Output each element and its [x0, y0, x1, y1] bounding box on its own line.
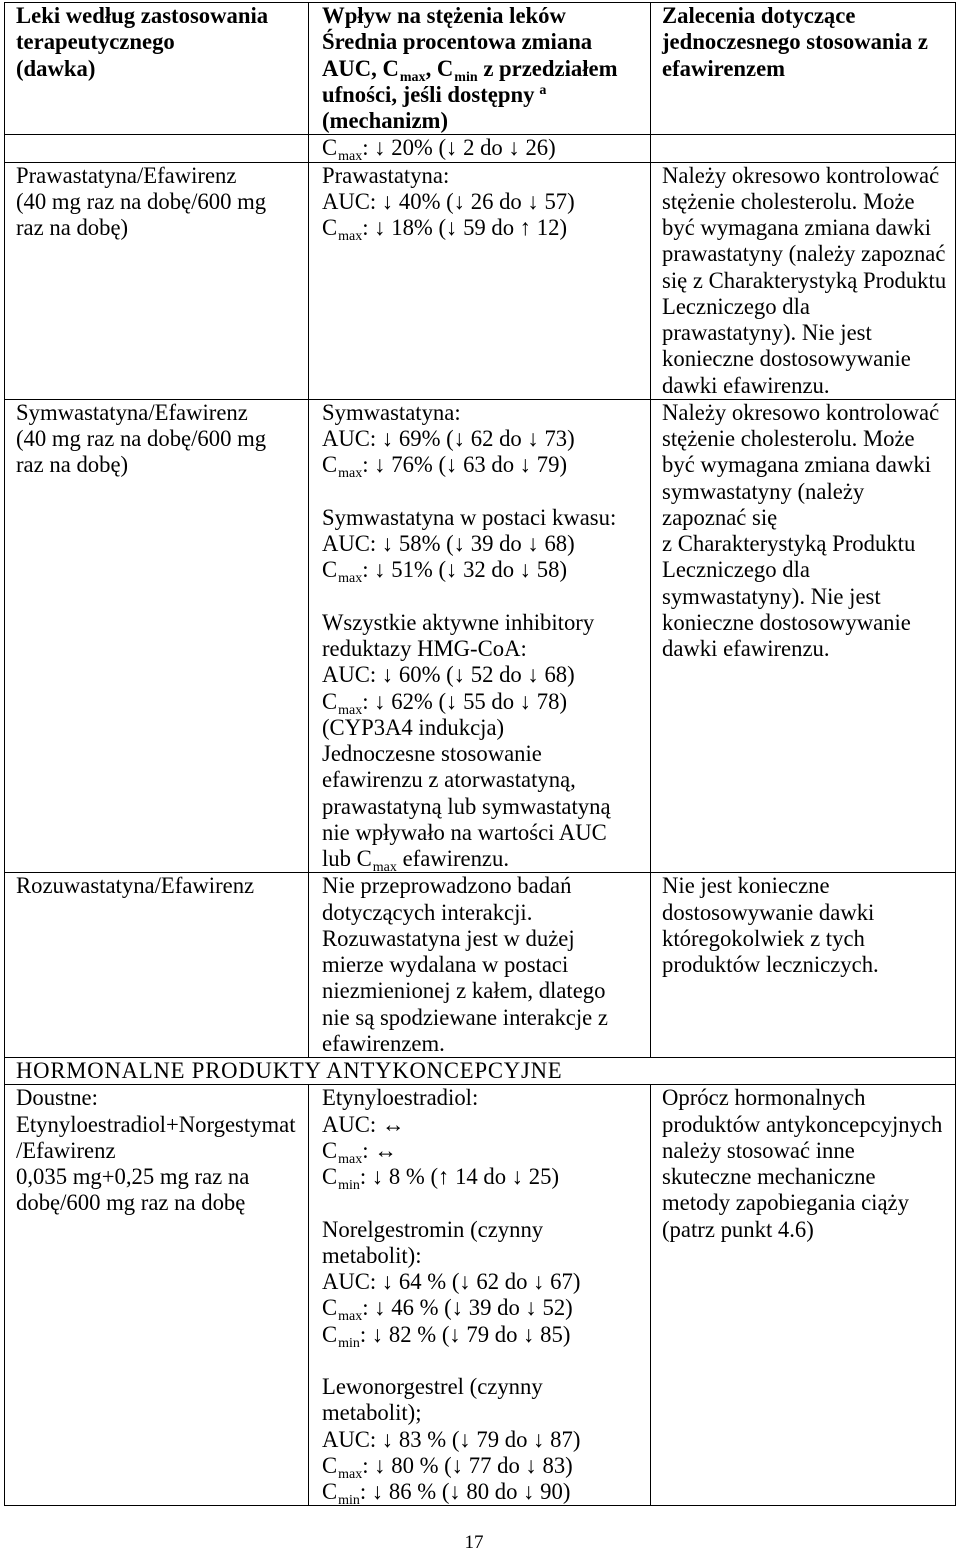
- cmin-symbol: C: [322, 1164, 338, 1189]
- mechanism-line: (CYP3A4 indukcja): [322, 714, 505, 740]
- auc-line: AUC: ↓ 40% (↓ 26 do ↓ 57): [322, 188, 575, 214]
- header-effect-text: z przedziałem: [477, 55, 618, 81]
- blank-line: [322, 1348, 650, 1374]
- effect-line: niezmienionej z kałem, dlatego: [322, 978, 606, 1004]
- effect-cell: [309, 873, 651, 1057]
- subscript: max: [399, 69, 426, 85]
- footnote-marker: a: [539, 82, 547, 98]
- note-line: nie wpływało na wartości AUC: [322, 819, 607, 845]
- header-effect-text: , C: [425, 55, 454, 81]
- recommendation-line: Leczniczego dla: [662, 293, 811, 319]
- drug-line: /Efawirenz: [16, 1137, 116, 1163]
- drug-line: dobę/600 mg raz na dobę: [16, 1190, 246, 1216]
- recommendation-cell: [651, 163, 955, 399]
- cmax-line: [322, 135, 650, 165]
- auc-line: AUC: ↓ 64 % (↓ 62 do ↓ 67): [322, 1269, 581, 1294]
- effect-title: Symwastatyna w postaci kwasu:: [322, 504, 617, 530]
- recommendation-cell: [651, 400, 955, 873]
- header-drug-line: Leki według zastosowania: [16, 3, 269, 28]
- recommendation-line: dawki efawirenzu.: [662, 372, 830, 398]
- blank-line: [322, 584, 650, 610]
- recommendation-line: Leczniczego dla: [662, 557, 811, 583]
- table-header-row: [5, 3, 955, 134]
- drug-cell: [5, 873, 309, 1057]
- note-line: prawastatyną lub symwastatyną: [322, 793, 611, 819]
- header-recommendation-line: jednoczesnego stosowania z: [662, 29, 928, 55]
- drug-line: Rozuwastatyna/Efawirenz: [16, 873, 255, 899]
- recommendation-line: Oprócz hormonalnych: [662, 1085, 866, 1111]
- effect-line: mierze wydalana w postaci: [322, 952, 569, 977]
- auc-line: AUC: ↓ 60% (↓ 52 do ↓ 68): [322, 662, 575, 688]
- page-number: 17: [464, 1532, 484, 1553]
- header-cell-drug: [5, 3, 309, 134]
- effect-line: efawirenzem.: [322, 1030, 445, 1056]
- subscript: max: [338, 229, 363, 244]
- drug-line: Etynyloestradiol+Norgestymat: [16, 1111, 296, 1137]
- drug-line: (40 mg raz na dobę/600 mg: [16, 188, 267, 214]
- header-effect-line: Średnia procentowa zmiana: [322, 29, 593, 55]
- header-effect-text: ufności, jeśli dostępny: [322, 81, 535, 107]
- note-line: [322, 846, 650, 875]
- recommendation-line: zapoznać się: [662, 504, 778, 530]
- recommendation-cell: [651, 1085, 955, 1505]
- cmin-symbol: C: [322, 1321, 338, 1347]
- cmax-symbol: C: [322, 1452, 338, 1478]
- blank-line: [322, 1190, 650, 1216]
- subscript: min: [338, 1493, 360, 1508]
- recommendation-line: być wymagana zmiana dawki: [662, 215, 931, 240]
- effect-cell: [309, 163, 651, 399]
- subscript: min: [338, 1178, 360, 1193]
- recommendation-line: być wymagana zmiana dawki: [662, 452, 931, 478]
- subscript: min: [454, 69, 478, 85]
- drug-cell: [5, 1085, 309, 1505]
- effect-line: Rozuwastatyna jest w dużej: [322, 925, 575, 951]
- note-line: efawirenzu z atorwastatyną,: [322, 767, 576, 793]
- subscript: max: [338, 1466, 363, 1482]
- recommendation-line: symwastatyny). Nie jest: [662, 583, 881, 609]
- cmax-line: [322, 215, 650, 244]
- drug-line: 0,035 mg+0,25 mg raz na: [16, 1164, 250, 1189]
- drug-cell: [5, 400, 309, 873]
- cmax-symbol: C: [322, 688, 338, 714]
- header-effect-line: (mechanizm): [322, 108, 448, 133]
- recommendation-line: z Charakterystyką Produktu: [662, 531, 916, 556]
- drug-cell: [5, 135, 309, 161]
- effect-cell: [309, 400, 651, 873]
- auc-line: AUC: ↓ 58% (↓ 39 do ↓ 68): [322, 531, 575, 556]
- cmax-line: [322, 1452, 650, 1482]
- cmax-symbol: C: [322, 215, 338, 240]
- table-row-rozuwastatyna: [5, 872, 955, 1057]
- section-heading: HORMONALNE PRODUKTY ANTYKONCEPCYJNE: [16, 1058, 563, 1083]
- cmin-value: : ↓ 86 % (↓ 80 do ↓ 90): [359, 1479, 571, 1504]
- effect-title: Etynyloestradiol:: [322, 1085, 479, 1111]
- cmax-line: [322, 1295, 650, 1325]
- auc-line: AUC: ↓ 83 % (↓ 79 do ↓ 87): [322, 1426, 581, 1452]
- cmin-line: [322, 1321, 650, 1351]
- subscript: max: [338, 149, 363, 165]
- interaction-table: [4, 2, 956, 1506]
- section-heading-cell: [5, 1058, 955, 1084]
- recommendation-line: dawki efawirenzu.: [662, 636, 830, 661]
- header-recommendation-line: Zalecenia dotyczące: [662, 3, 856, 28]
- cmax-line: [322, 688, 650, 718]
- cmin-value: : ↓ 82 % (↓ 79 do ↓ 85): [359, 1321, 571, 1347]
- drug-cell: [5, 163, 309, 399]
- recommendation-line: konieczne dostosowywanie: [662, 609, 911, 635]
- recommendation-line: produktów leczniczych.: [662, 952, 879, 977]
- cmax-symbol: C: [322, 1295, 338, 1321]
- recommendation-line: się z Charakterystyką Produktu: [662, 267, 947, 293]
- recommendation-line: produktów antykoncepcyjnych: [662, 1111, 943, 1137]
- cmax-symbol: C: [322, 1137, 338, 1163]
- subscript: min: [338, 1335, 360, 1351]
- cmax-value: : ↓ 51% (↓ 32 do ↓ 58): [362, 557, 568, 583]
- header-recommendation-line: efawirenzem: [662, 55, 786, 81]
- note-line: Jednoczesne stosowanie: [322, 741, 542, 766]
- table-row-prawastatyna: [5, 162, 955, 399]
- recommendation-cell: [651, 873, 955, 1057]
- subscript: max: [338, 1151, 363, 1167]
- table-row-doustne: [5, 1084, 955, 1508]
- section-heading-row: [5, 1057, 955, 1084]
- effect-title: Symwastatyna:: [322, 399, 461, 425]
- recommendation-cell: [651, 135, 955, 161]
- subscript: max: [338, 466, 363, 482]
- subscript: max: [372, 860, 397, 875]
- cmax-line: [322, 557, 650, 587]
- header-drug-line: (dawka): [16, 55, 96, 81]
- effect-title: Prawastatyna:: [322, 162, 450, 188]
- cmin-line: [322, 1479, 650, 1508]
- drug-line: (40 mg raz na dobę/600 mg: [16, 426, 267, 451]
- recommendation-line: (patrz punkt 4.6): [662, 1216, 814, 1242]
- auc-line: AUC: ↓ 69% (↓ 62 do ↓ 73): [322, 426, 575, 451]
- effect-cell: [309, 1085, 651, 1508]
- recommendation-line: symwastatyny (należy: [662, 478, 865, 504]
- recommendation-line: Należy okresowo kontrolować: [662, 162, 940, 188]
- cmax-value: : ↓ 62% (↓ 55 do ↓ 78): [362, 688, 568, 714]
- header-effect-line: [322, 82, 650, 108]
- note-text: efawirenzu.: [396, 846, 510, 871]
- drug-line: raz na dobę): [16, 452, 129, 478]
- recommendation-line: należy stosować inne: [662, 1137, 855, 1163]
- recommendation-line: dostosowywanie dawki: [662, 899, 875, 925]
- cmin-line: [322, 1164, 650, 1193]
- effect-title: metabolit);: [322, 1400, 422, 1426]
- table-row-symwastatyna: [5, 399, 955, 873]
- cmax-value: : ↓ 80 % (↓ 77 do ↓ 83): [362, 1452, 573, 1478]
- recommendation-line: Należy okresowo kontrolować: [662, 399, 940, 425]
- effect-title: Norelgestromin (czynny: [322, 1216, 544, 1242]
- recommendation-line: konieczne dostosowywanie: [662, 346, 911, 372]
- effect-title: Wszystkie aktywne inhibitory: [322, 609, 595, 635]
- note-text: lub C: [322, 846, 372, 871]
- header-effect-line: [322, 55, 650, 85]
- header-effect-text: AUC, C: [322, 55, 399, 81]
- subscript: max: [338, 1309, 363, 1325]
- table-row-atorwastatyna-continued: [5, 134, 955, 165]
- drug-line: Doustne:: [16, 1085, 98, 1111]
- drug-line: Symwastatyna/Efawirenz: [16, 399, 248, 425]
- cmax-value: : ↓ 46 % (↓ 39 do ↓ 52): [362, 1295, 573, 1321]
- auc-line: AUC: ↔: [322, 1111, 405, 1137]
- recommendation-line: stężenie cholesterolu. Może: [662, 188, 915, 214]
- cmax-value: : ↓ 20% (↓ 2 do ↓ 26): [362, 135, 556, 161]
- recommendation-line: skuteczne mechaniczne: [662, 1164, 876, 1189]
- effect-title: Lewonorgestrel (czynny: [322, 1374, 543, 1399]
- subscript: max: [338, 571, 363, 587]
- header-effect-line: Wpływ na stężenia leków: [322, 3, 566, 28]
- cmax-value: : ↓ 76% (↓ 63 do ↓ 79): [362, 452, 568, 478]
- cmax-value: : ↓ 18% (↓ 59 do ↑ 12): [362, 215, 568, 240]
- subscript: max: [338, 702, 363, 718]
- cmax-symbol: C: [322, 452, 338, 478]
- drug-line: Prawastatyna/Efawirenz: [16, 162, 237, 188]
- effect-title: reduktazy HMG-CoA:: [322, 636, 527, 661]
- cmax-symbol: C: [322, 135, 338, 161]
- recommendation-line: stężenie cholesterolu. Może: [662, 426, 915, 451]
- cmax-line: [322, 1137, 650, 1167]
- cmax-symbol: C: [322, 557, 338, 583]
- effect-cell: [309, 135, 651, 165]
- recommendation-line: metody zapobiegania ciąży: [662, 1190, 909, 1216]
- drug-line: raz na dobę): [16, 215, 129, 240]
- header-cell-recommendation: [651, 3, 955, 134]
- cmin-value: : ↓ 8 % (↑ 14 do ↓ 25): [359, 1164, 560, 1189]
- header-drug-line: terapeutycznego: [16, 29, 175, 55]
- recommendation-line: prawastatyny (należy zapoznać: [662, 241, 946, 267]
- effect-line: nie są spodziewane interakcje z: [322, 1004, 608, 1030]
- header-cell-effect: [309, 3, 651, 134]
- effect-line: Nie przeprowadzono badań: [322, 873, 572, 899]
- cmax-line: [322, 452, 650, 482]
- recommendation-line: prawastatyny). Nie jest: [662, 320, 872, 345]
- effect-line: dotyczących interakcji.: [322, 899, 533, 925]
- recommendation-line: któregokolwiek z tych: [662, 925, 865, 951]
- cmin-symbol: C: [322, 1479, 338, 1504]
- cmax-value: : ↔: [362, 1137, 397, 1163]
- effect-title: metabolit):: [322, 1242, 422, 1268]
- blank-line: [322, 479, 650, 505]
- recommendation-line: Nie jest konieczne: [662, 873, 830, 899]
